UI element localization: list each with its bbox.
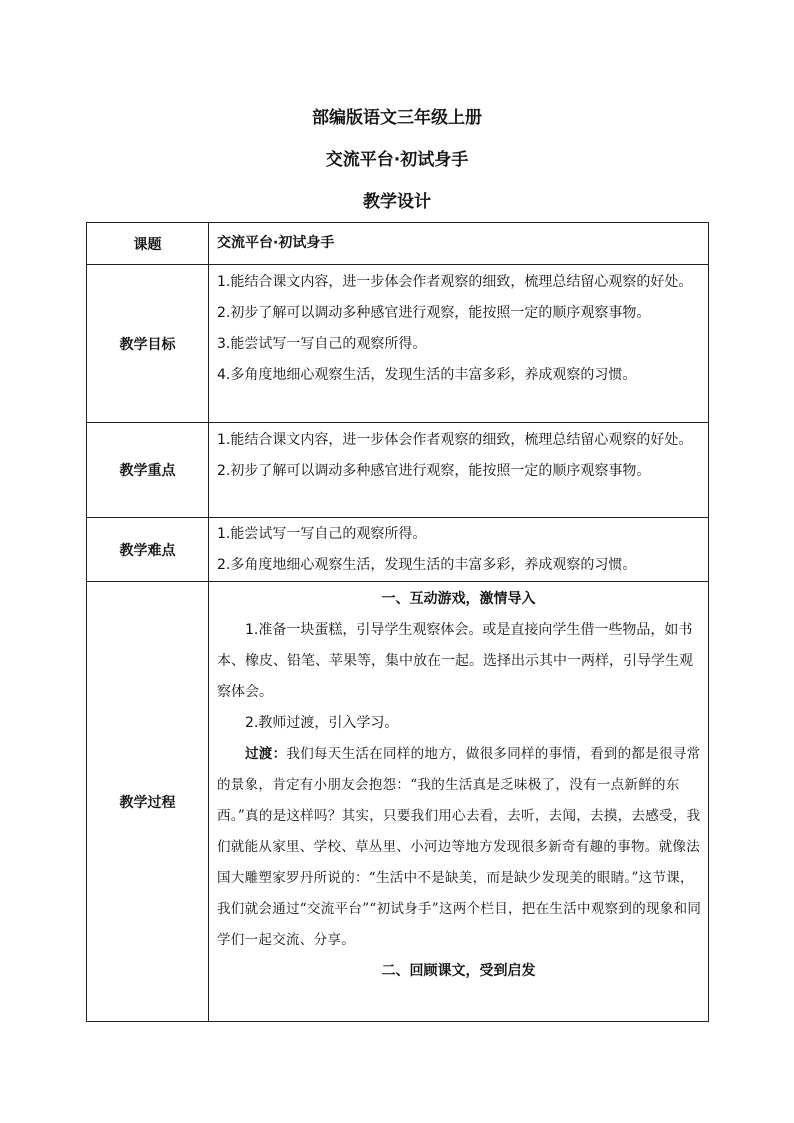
label-topic: 课题 [87, 223, 209, 265]
transition-paragraph [209, 739, 708, 956]
goal-item: 1.能结合课文内容，进一步体会作者观察的细致，梳理总结留心观察的好处。 [217, 274, 693, 290]
key-point-item: 2.初步了解可以调动多种感官进行观察，能按照一定的顺序观察事物。 [217, 463, 651, 479]
goal-item: 2.初步了解可以调动多种感官进行观察，能按照一定的顺序观察事物。 [217, 305, 651, 321]
goal-item: 4.多角度地细心观察生活，发现生活的丰富多彩，养成观察的习惯。 [217, 367, 637, 383]
row-topic [87, 223, 709, 265]
label-goals: 教学目标 [87, 265, 209, 423]
process-step: 2.教师过渡，引入学习。 [245, 715, 399, 731]
label-process: 教学过程 [87, 582, 209, 1022]
row-difficulties [87, 518, 709, 582]
row-key-points [87, 423, 709, 518]
key-point-item: 1.能结合课文内容，进一步体会作者观察的细致，梳理总结留心观察的好处。 [217, 432, 693, 448]
transition-label: 过渡： [245, 746, 287, 762]
goal-item: 3.能尝试写一写自己的观察所得。 [217, 336, 427, 352]
difficulty-item: 2.多角度地细心观察生活，发现生活的丰富多彩，养成观察的习惯。 [217, 557, 637, 573]
label-key-points: 教学重点 [87, 423, 209, 518]
doc-title-lesson: 交流平台·初试身手 [325, 150, 469, 170]
transition-text: 我们每天生活在同样的地方，做很多同样的事情，看到的都是很寻常的景象，肯定有小朋友会抱怨：“我的生活真是乏味极了，没有一点新鲜的东西。”真的是这样吗？其实，只要我们用心去看，去听，去闻，去摸，去感受，我们就能从家里、学校、草丛里、小河边等地方发现很多新奇有趣的事物。就像法国大雕塑家罗丹所说的：“生活中不是缺美，而是缺少发现美的眼睛。”这节课，我们就会通过“交流平台”“初试身手”这两个栏目，把在生活中观察到的现象和同学们一起交流、分享。 [217, 746, 702, 948]
section-title: 二、回顾课文，受到启发 [381, 963, 536, 979]
topic-value: 交流平台·初试身手 [217, 235, 335, 251]
section-title: 一、互动游戏，激情导入 [381, 591, 536, 607]
doc-title-grade: 部编版语文三年级上册 [312, 108, 482, 128]
row-process [87, 582, 709, 1022]
row-goals [87, 265, 709, 423]
lesson-plan-table [86, 222, 709, 1022]
difficulty-item: 1.能尝试写一写自己的观察所得。 [217, 526, 427, 542]
doc-title-type: 教学设计 [363, 192, 431, 212]
process-step: 1.准备一块蛋糕，引导学生观察体会。或是直接向学生借一些物品，如书本、橡皮、铅笔、苹果等，集中放在一起。选择出示其中一两样，引导学生观察体会。 [217, 622, 693, 700]
label-difficulties: 教学难点 [87, 518, 209, 582]
